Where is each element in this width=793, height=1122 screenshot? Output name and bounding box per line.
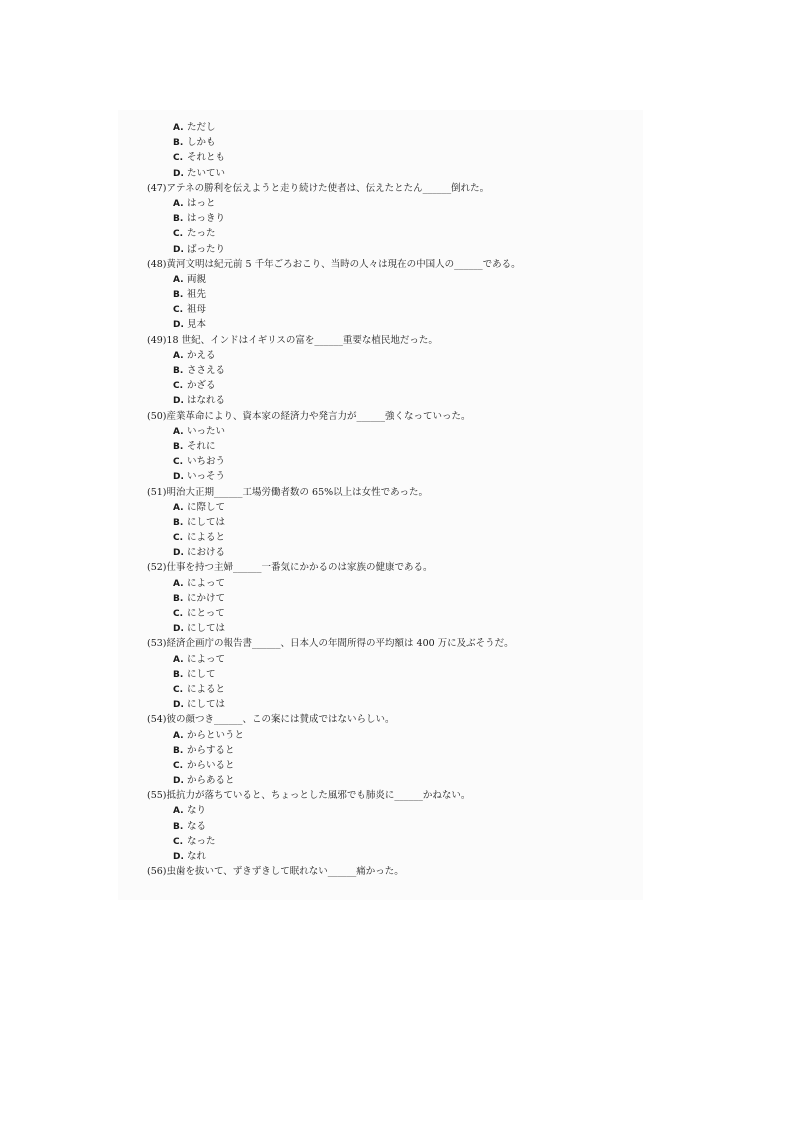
option-line bbox=[147, 576, 627, 591]
option-letter: D. bbox=[173, 320, 184, 331]
option-line bbox=[147, 728, 627, 743]
option-line bbox=[147, 500, 627, 515]
option-line bbox=[147, 393, 627, 408]
option-text: なり bbox=[187, 805, 207, 817]
option-text: かえる bbox=[187, 349, 216, 361]
question-text: (48)黄河文明は紀元前 5 千年ごろおこり、当時の人々は現在の中国人の______である。 bbox=[147, 258, 521, 270]
option-text: はっと bbox=[187, 197, 216, 209]
option-letter: A. bbox=[173, 274, 184, 285]
option-letter: B. bbox=[173, 290, 184, 301]
option-line bbox=[147, 469, 627, 484]
option-text: たいてい bbox=[187, 167, 226, 179]
option-letter: C. bbox=[173, 305, 184, 316]
option-line bbox=[147, 849, 627, 864]
option-letter: D. bbox=[173, 700, 184, 711]
option-line bbox=[147, 317, 627, 332]
question-text: (47)アテネの勝利を伝えようと走り続けた使者は、伝えたとたん______倒れた。 bbox=[147, 182, 490, 194]
option-text: 祖先 bbox=[187, 289, 207, 301]
option-letter: C. bbox=[173, 381, 184, 392]
option-text: はっきり bbox=[187, 213, 226, 225]
option-line bbox=[147, 697, 627, 712]
option-letter: C. bbox=[173, 684, 184, 695]
option-line bbox=[147, 196, 627, 211]
option-text: かざる bbox=[187, 380, 216, 392]
option-letter: D. bbox=[173, 472, 184, 483]
option-letter: D. bbox=[173, 396, 184, 407]
option-line bbox=[147, 834, 627, 849]
option-letter: C. bbox=[173, 609, 184, 619]
option-text: ばったり bbox=[187, 243, 226, 255]
option-letter: A. bbox=[173, 123, 184, 133]
option-text: なれ bbox=[187, 851, 207, 862]
option-letter: A. bbox=[173, 350, 184, 361]
option-line bbox=[147, 743, 627, 758]
option-text: しかも bbox=[187, 137, 216, 149]
option-letter: A. bbox=[173, 198, 184, 209]
option-text: なる bbox=[187, 820, 207, 832]
question-text: (56)虫歯を抜いて、ずきずきして眠れない______痛かった。 bbox=[147, 866, 404, 878]
option-line bbox=[147, 378, 627, 393]
option-text: たった bbox=[187, 228, 216, 240]
option-letter: D. bbox=[173, 548, 184, 559]
option-line bbox=[147, 439, 627, 454]
question-text: (53)経済企画庁の報告書______、日本人の年間所得の平均額は 400 万に及ぶそうだ。 bbox=[147, 638, 514, 650]
option-line bbox=[147, 652, 627, 667]
question-list bbox=[147, 120, 627, 879]
option-line bbox=[147, 150, 627, 165]
option-text: いったい bbox=[187, 425, 226, 437]
question-text: (52)仕事を持つ主婦______一番気にかかるのは家族の健康である。 bbox=[147, 562, 433, 574]
option-line bbox=[147, 226, 627, 241]
option-text: 祖母 bbox=[187, 304, 207, 316]
option-line bbox=[147, 272, 627, 287]
option-text: 見本 bbox=[187, 319, 207, 331]
option-letter: D. bbox=[173, 244, 184, 255]
option-line bbox=[147, 211, 627, 226]
option-text: それに bbox=[187, 440, 216, 452]
option-text: からすると bbox=[187, 744, 235, 756]
option-line bbox=[147, 454, 627, 469]
option-letter: B. bbox=[173, 441, 184, 452]
option-text: からというと bbox=[187, 729, 245, 741]
option-text: にして bbox=[187, 668, 216, 680]
option-letter: D. bbox=[173, 776, 184, 787]
option-line bbox=[147, 803, 627, 818]
option-line bbox=[147, 287, 627, 302]
option-text: における bbox=[187, 547, 226, 559]
option-text: なった bbox=[187, 835, 216, 847]
question-text: (50)産業革命により、資本家の経済力や発言力が______強くなっていった。 bbox=[147, 410, 471, 422]
option-letter: A. bbox=[173, 578, 184, 589]
option-text: にかけて bbox=[187, 592, 226, 604]
option-letter: B. bbox=[173, 138, 184, 149]
option-text: にとって bbox=[187, 608, 225, 619]
option-line bbox=[147, 621, 627, 636]
option-line bbox=[147, 166, 627, 181]
option-letter: B. bbox=[173, 745, 184, 756]
option-letter: A. bbox=[173, 426, 184, 437]
option-line bbox=[147, 758, 627, 773]
option-line bbox=[147, 819, 627, 834]
option-text: にしては bbox=[187, 699, 226, 711]
option-letter: B. bbox=[173, 821, 184, 832]
option-letter: B. bbox=[173, 593, 184, 604]
option-letter: D. bbox=[173, 624, 184, 635]
option-text: によって bbox=[187, 653, 226, 665]
option-text: はなれる bbox=[187, 395, 226, 407]
option-line bbox=[147, 120, 627, 135]
option-letter: A. bbox=[173, 730, 184, 741]
option-text: それとも bbox=[187, 152, 226, 164]
option-line bbox=[147, 591, 627, 606]
option-text: 両親 bbox=[187, 273, 207, 285]
option-text: によると bbox=[187, 683, 226, 695]
option-text: いっそう bbox=[187, 471, 226, 483]
option-letter: C. bbox=[173, 533, 184, 544]
option-line bbox=[147, 530, 627, 545]
option-line bbox=[147, 606, 627, 621]
option-text: にしては bbox=[187, 516, 226, 528]
option-line bbox=[147, 302, 627, 317]
option-letter: C. bbox=[173, 457, 184, 468]
option-letter: A. bbox=[173, 654, 184, 665]
option-text: によって bbox=[187, 577, 226, 589]
question-text: (51)明治大正期______工場労働者数の 65%以上は女性であった。 bbox=[147, 486, 429, 498]
option-letter: C. bbox=[173, 760, 184, 771]
option-line bbox=[147, 515, 627, 530]
option-line bbox=[147, 363, 627, 378]
option-letter: D. bbox=[173, 852, 184, 862]
option-letter: C. bbox=[173, 153, 184, 164]
question-text: (54)彼の顔つき______、この案には賛成ではないらしい。 bbox=[147, 714, 395, 726]
option-text: にしては bbox=[187, 623, 226, 635]
option-text: によると bbox=[187, 532, 226, 544]
option-line bbox=[147, 135, 627, 150]
option-text: ささえる bbox=[187, 365, 226, 376]
option-text: からいると bbox=[187, 759, 235, 771]
option-text: に際して bbox=[187, 501, 226, 513]
option-letter: C. bbox=[173, 229, 184, 240]
question-text: (49)18 世紀、インドはイギリスの富を______重要な植民地だった。 bbox=[147, 334, 438, 346]
option-letter: C. bbox=[173, 836, 184, 847]
option-line bbox=[147, 682, 627, 697]
option-letter: A. bbox=[173, 806, 184, 817]
option-letter: D. bbox=[173, 168, 184, 179]
option-letter: A. bbox=[173, 502, 184, 513]
option-letter: B. bbox=[173, 214, 184, 225]
option-line bbox=[147, 545, 627, 560]
option-letter: B. bbox=[173, 669, 184, 680]
option-letter: B. bbox=[173, 517, 184, 528]
option-line bbox=[147, 667, 627, 682]
question-text: (55)抵抗力が落ちていると、ちょっとした風邪でも肺炎に______かねない。 bbox=[147, 790, 471, 802]
option-line bbox=[147, 348, 627, 363]
option-line bbox=[147, 424, 627, 439]
option-line bbox=[147, 242, 627, 257]
option-text: いちおう bbox=[187, 456, 226, 468]
option-line bbox=[147, 773, 627, 788]
option-text: ただし bbox=[187, 122, 216, 133]
option-letter: B. bbox=[173, 366, 184, 376]
option-text: からあると bbox=[187, 775, 235, 787]
